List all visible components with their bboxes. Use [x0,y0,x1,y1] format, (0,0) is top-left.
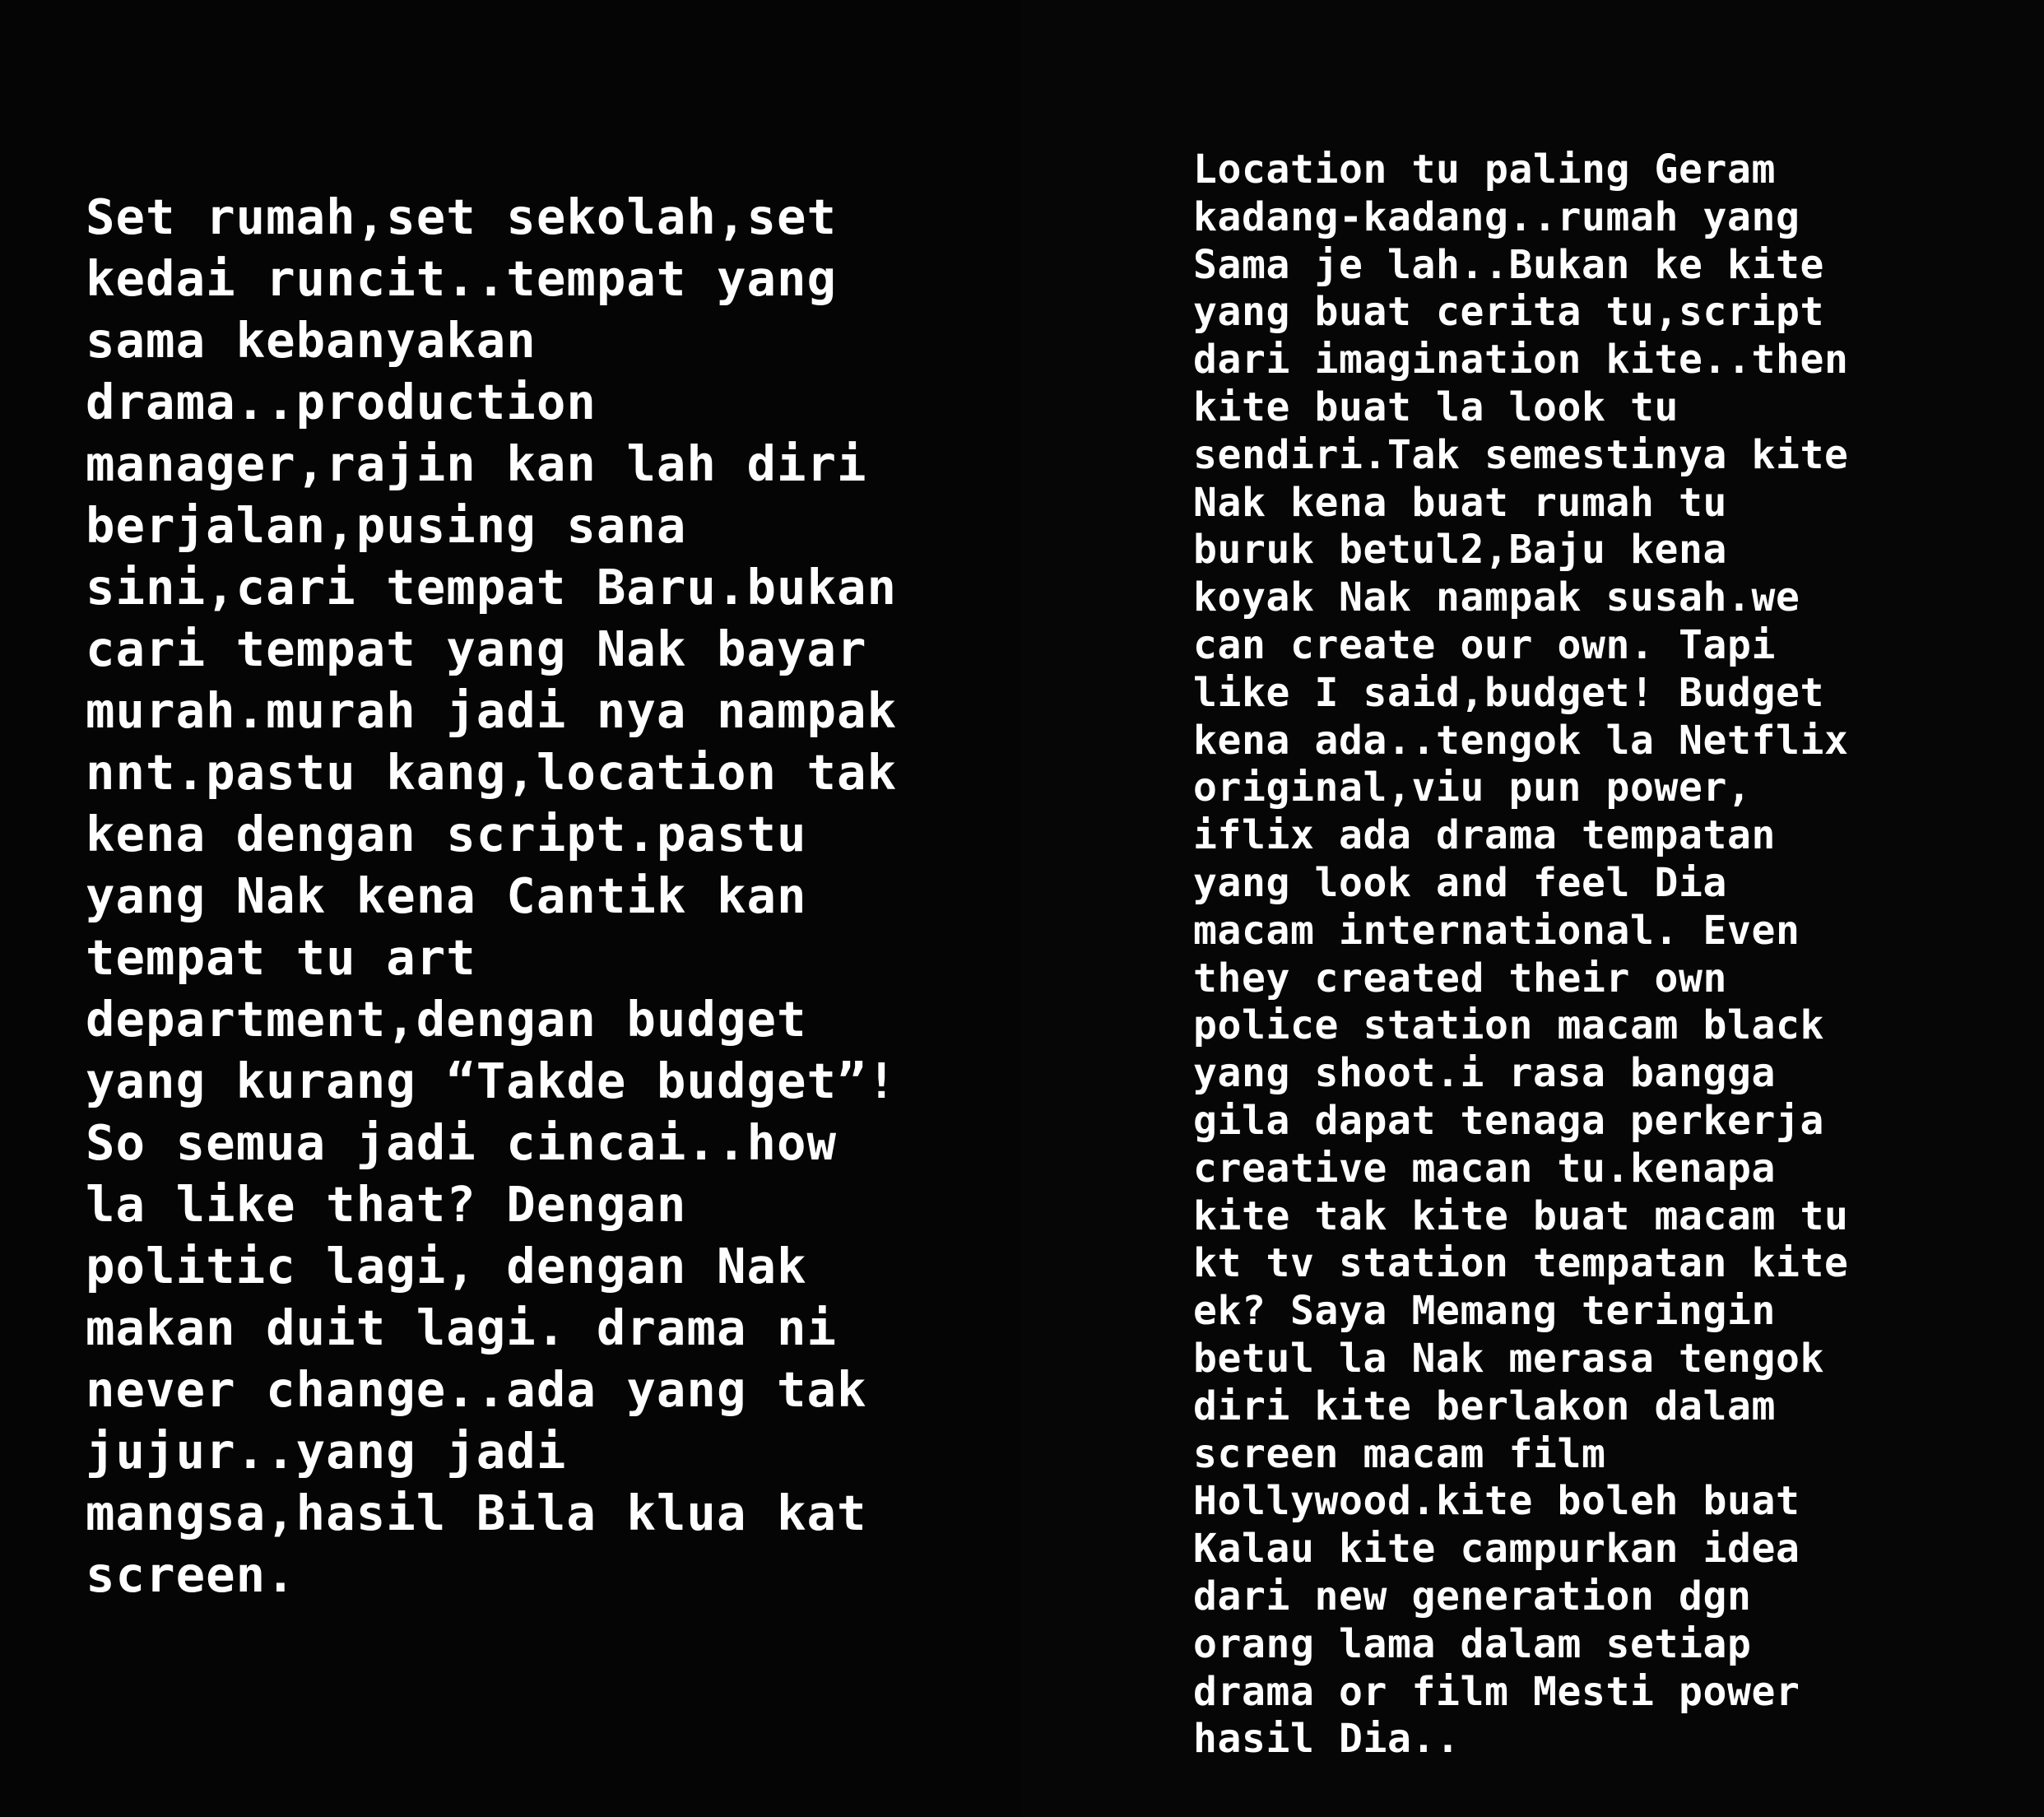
story-text-left: Set rumah,set sekolah,set kedai runcit..tempat yang sama kebanyakan drama..production manager,rajin kan lah diri berjalan,pusing sana sini,cari tempat Baru.bukan cari tempat yang Nak bayar murah.murah jadi nya nampak nnt.pastu kang,location tak kena dengan script.pastu yang Nak kena Cantik kan tempat tu art department,dengan budget yang kurang “Takde budget”! So semua jadi cincai..how la like that? Dengan politic lagi, dengan Nak makan duit lagi. drama ni never change..ada yang tak jujur..yang jadi mangsa,hasil Bila klua kat screen. [86,188,898,1603]
story-text-right: Location tu paling Geram kadang-kadang..rumah yang Sama je lah..Bukan ke kite yang buat cerita tu,script dari imagination kite..then kite buat la look tu sendiri.Tak semestinya kite Nak kena buat rumah tu buruk betul2,Baju kena koyak Nak nampak susah.we can create our own. Tapi like I said,budget! Budget kena ada..tengok la Netflix original,viu pun power, iflix ada drama tempatan yang look and feel Dia macam international. Even they created their own police station macam black yang shoot.i rasa bangga gila dapat tenaga perkerja creative macan tu.kenapa kite tak kite buat macam tu kt tv station tempatan kite ek? Saya Memang teringin betul la Nak merasa tengok diri kite berlakon dalam screen macam film Hollywood.kite boleh buat Kalau kite campurkan idea dari new generation dgn orang lama dalam setiap drama or film Mesti power hasil Dia.. [1193,146,1849,1763]
